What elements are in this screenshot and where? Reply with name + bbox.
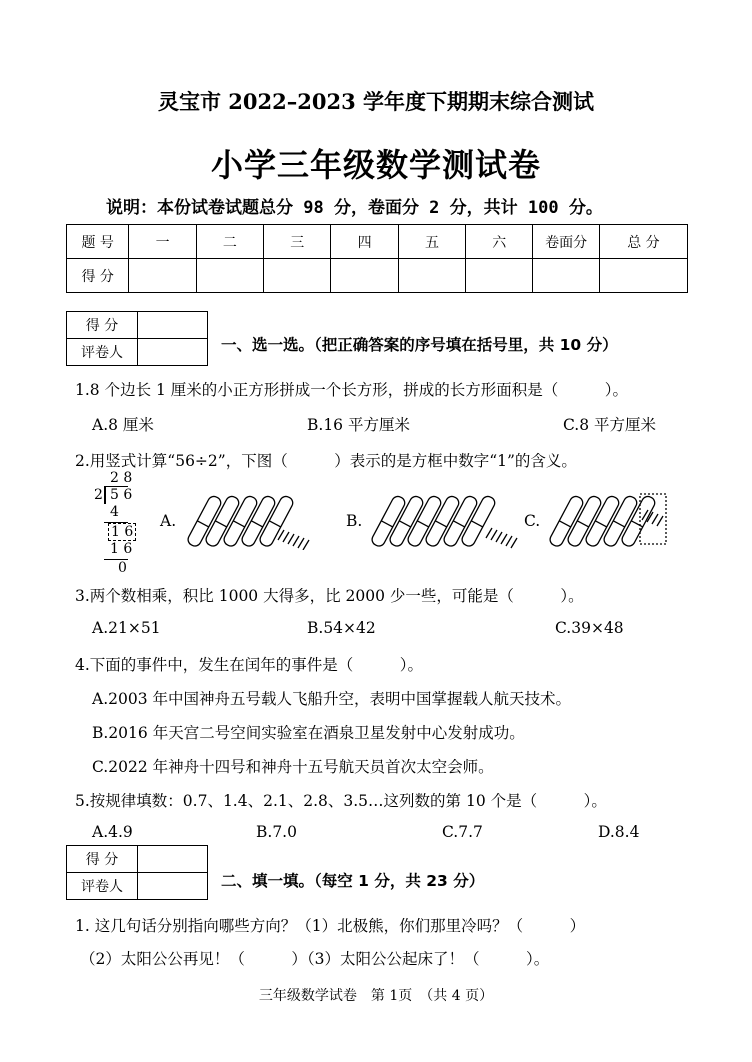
q1-option-a: A.8 厘米: [92, 416, 154, 434]
q2-option-b-label: B.: [346, 512, 363, 530]
grader-score-input[interactable]: [138, 312, 208, 339]
grader-box-1: [66, 311, 208, 366]
page-footer: 三年级数学试卷 第 1页 （共 4 页）: [258, 988, 494, 1004]
score-input-cell[interactable]: [533, 259, 599, 293]
q2-text: 2.用竖式计算“56÷2”，下图（ ）表示的是方框中数字“1”的含义。: [75, 452, 577, 470]
score-input-cell[interactable]: [331, 259, 398, 293]
score-header-cell: 四: [331, 225, 398, 259]
score-input-cell[interactable]: [264, 259, 331, 293]
division-remainder: 0: [118, 560, 127, 576]
q3-option-a: A.21×51: [92, 619, 161, 637]
q5-option-c: C.7.7: [442, 823, 483, 841]
score-row-label: 得 分: [67, 259, 129, 293]
q3-option-b: B.54×42: [307, 619, 376, 637]
section2-title: 二、填一填。（每空 1 分，共 23 分）: [221, 872, 485, 890]
q1-option-c: C.8 平方厘米: [563, 416, 657, 434]
exam-subtitle: 小学三年级数学测试卷: [210, 146, 541, 184]
exam-header-title: 灵宝市 2022–2023 学年度下期期末综合测试: [157, 89, 594, 114]
score-header-cell: 卷面分: [533, 225, 599, 259]
q1-text: 1.8 个边长 1 厘米的小正方形拼成一个长方形，拼成的长方形面积是（ ）。: [75, 381, 629, 399]
grader-name-label: 评卷人: [67, 873, 138, 900]
score-input-cell[interactable]: [398, 259, 465, 293]
q2-option-a-label: A.: [160, 512, 177, 530]
q3-text: 3.两个数相乘，积比 1000 大得多，比 2000 少一些，可能是（ ）。: [75, 587, 584, 605]
grader-score-label: 得 分: [67, 846, 138, 873]
q1-option-b: B.16 平方厘米: [307, 416, 410, 434]
score-input-cell[interactable]: [196, 259, 263, 293]
grader-name-input[interactable]: [138, 873, 208, 900]
q2-option-c-bundles: [542, 490, 672, 550]
grader-score-label: 得 分: [67, 312, 138, 339]
division-divisor: 2: [94, 487, 103, 503]
grader-name-input[interactable]: [138, 339, 208, 366]
score-header-cell: 二: [196, 225, 263, 259]
exam-note: 说明：本份试卷试题总分 98 分，卷面分 2 分，共计 100 分。: [106, 198, 603, 218]
score-header-cell: 总 分: [599, 225, 687, 259]
q5-option-b: B.7.0: [256, 823, 297, 841]
division-dividend: 5 6: [110, 487, 133, 503]
section1-title: 一、选一选。（把正确答案的序号填在括号里，共 10 分）: [221, 336, 618, 354]
score-header-cell: 三: [264, 225, 331, 259]
division-quotient: 2 8: [110, 470, 133, 486]
q5-option-d: D.8.4: [598, 823, 640, 841]
division-step1: 4: [110, 504, 119, 520]
division-boxed-digits: 1 6: [108, 523, 136, 541]
score-header-cell: 一: [129, 225, 196, 259]
q4-option-c: C.2022 年神舟十四号和神舟十五号航天员首次太空会师。: [92, 758, 494, 776]
q2-option-c-label: C.: [524, 512, 541, 530]
division-step3: 1 6: [110, 541, 133, 557]
q4-option-b: B.2016 年天宫二号空间实验室在酒泉卫星发射中心发射成功。: [92, 724, 525, 742]
score-input-cell[interactable]: [466, 259, 533, 293]
score-header-cell: 题 号: [67, 225, 129, 259]
grader-score-input[interactable]: [138, 846, 208, 873]
q2-option-b-bundles: [364, 490, 526, 550]
score-input-cell[interactable]: [599, 259, 687, 293]
long-division-figure: [92, 470, 132, 580]
q5-text: 5.按规律填数：0.7、1.4、2.1、2.8、3.5…这列数的第 10 个是（ ）。: [75, 792, 607, 810]
grader-name-label: 评卷人: [67, 339, 138, 366]
score-input-cell[interactable]: [129, 259, 196, 293]
q4-option-a: A.2003 年中国神舟五号载人飞船升空，表明中国掌握载人航天技术。: [92, 690, 571, 708]
score-header-cell: 六: [466, 225, 533, 259]
score-table: [66, 224, 688, 293]
score-header-cell: 五: [398, 225, 465, 259]
q4-text: 4.下面的事件中，发生在闰年的事件是（ ）。: [75, 656, 424, 674]
q5-option-a: A.4.9: [92, 823, 133, 841]
s2-q1-line2: （2）太阳公公再见！（ ）（3）太阳公公起床了！（ ）。: [80, 950, 550, 968]
q2-option-a-bundles: [178, 490, 318, 550]
q3-option-c: C.39×48: [555, 619, 624, 637]
s2-q1-line1: 1. 这几句话分别指向哪些方向？（1）北极熊，你们那里冷吗？（ ）: [75, 917, 586, 935]
division-bracket: [104, 486, 106, 504]
grader-box-2: [66, 845, 208, 900]
